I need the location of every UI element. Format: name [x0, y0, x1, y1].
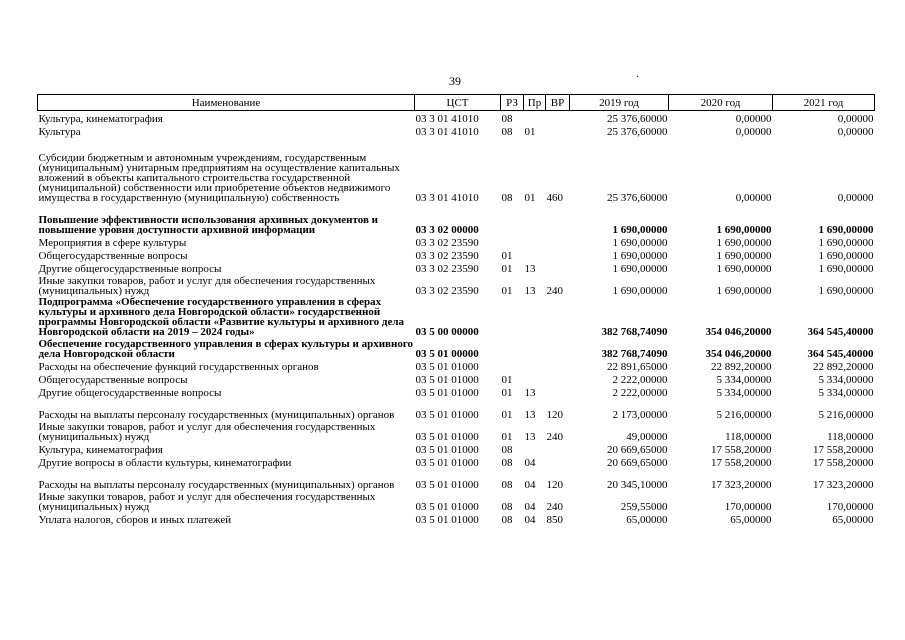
cell-y2019: 49,00000: [626, 431, 668, 443]
cell-name: Общегосударственные вопросы: [38, 374, 188, 386]
cell-y2020: 0,00000: [735, 113, 772, 125]
cell-y2021: 364 545,40000: [807, 348, 874, 360]
cell-name: Мероприятия в сфере культуры: [38, 237, 187, 249]
header-2021: 2021 год: [773, 95, 875, 111]
cell-y2019: 20 345,10000: [607, 479, 668, 491]
cell-rz: 01: [501, 263, 513, 275]
table-row: [38, 337, 875, 359]
cell-pr: [524, 372, 546, 385]
cell-pr: 13: [524, 431, 536, 443]
cell-y2020: 354 046,20000: [705, 348, 772, 360]
table-row: [38, 442, 875, 455]
cell-rz: 01: [501, 250, 513, 262]
table-row: [38, 296, 875, 337]
cell-y2019: 382 768,74090: [601, 348, 668, 360]
cell-cst: 03 3 01 41010: [415, 113, 479, 125]
cell-y2020: 17 558,20000: [711, 444, 772, 456]
cell-vr: [546, 372, 570, 385]
cell-pr: [524, 296, 546, 337]
cell-rz: [501, 296, 524, 337]
cell-pr: 04: [524, 479, 536, 491]
cell-y2021: 1 690,00000: [818, 285, 874, 297]
cell-rz: 08: [501, 126, 513, 138]
cell-y2019: 65,00000: [626, 514, 668, 526]
cell-rz: 01: [501, 374, 513, 386]
cell-cst: 03 5 01 01000: [415, 444, 479, 456]
header-rz: РЗ: [501, 95, 524, 111]
header-pr: Пр: [524, 95, 546, 111]
cell-cst: 03 5 01 01000: [415, 501, 479, 513]
cell-pr: 13: [524, 285, 536, 297]
cell-y2020: 170,00000: [724, 501, 772, 513]
cell-y2021: 0,00000: [837, 192, 874, 204]
cell-y2021: 65,00000: [832, 514, 874, 526]
cell-rz: 08: [501, 514, 513, 526]
cell-y2020: 118,00000: [725, 431, 772, 443]
table-row: [38, 124, 875, 137]
cell-name: Иные закупки товаров, работ и услуг для обеспечения государственных (муниципальных) нужд: [38, 491, 376, 513]
cell-rz: 01: [501, 285, 513, 297]
cell-rz: [501, 337, 524, 359]
cell-y2021: 0,00000: [837, 126, 874, 138]
cell-vr: [546, 235, 570, 248]
cell-y2021: 170,00000: [826, 501, 874, 513]
cell-cst: 03 3 02 23590: [415, 285, 479, 297]
cell-name: Расходы на выплаты персоналу государственных (муниципальных) органов: [38, 479, 395, 491]
cell-name: Обеспечение государственного управления в сферах культуры и архивного дела Новгородской области: [38, 338, 414, 360]
table-row: [38, 455, 875, 468]
cell-vr: [546, 261, 570, 274]
table-row: [38, 359, 875, 372]
cell-vr: [546, 124, 570, 137]
cell-y2021: 1 690,00000: [818, 224, 874, 236]
cell-y2021: 17 558,20000: [813, 457, 874, 469]
table-row: [38, 385, 875, 398]
cell-y2021: 0,00000: [837, 113, 874, 125]
cell-y2019: 1 690,00000: [612, 250, 668, 262]
cell-y2020: 1 690,00000: [716, 237, 772, 249]
cell-rz: [501, 359, 524, 372]
table-row: [38, 274, 875, 296]
table-row: [38, 137, 875, 203]
cell-name: Другие вопросы в области культуры, кинематографии: [38, 457, 292, 469]
cell-name: Другие общегосударственные вопросы: [38, 387, 222, 399]
cell-rz: [501, 235, 524, 248]
cell-y2020: 22 892,20000: [711, 361, 772, 373]
cell-cst: 03 3 01 41010: [415, 192, 479, 204]
cell-y2021: 5 216,00000: [818, 409, 874, 421]
table-row: [38, 490, 875, 512]
cell-pr: 01: [524, 126, 536, 138]
cell-rz: 01: [501, 387, 513, 399]
cell-y2019: 2 222,00000: [612, 374, 668, 386]
cell-y2019: 1 690,00000: [612, 237, 668, 249]
table-header-row: [38, 95, 875, 111]
cell-rz: 08: [501, 457, 513, 469]
header-2020: 2020 год: [669, 95, 773, 111]
cell-rz: 08: [501, 501, 513, 513]
table-row: [38, 468, 875, 490]
table-row: [38, 372, 875, 385]
cell-cst: 03 5 01 00000: [415, 348, 479, 360]
cell-y2019: 2 222,00000: [612, 387, 668, 399]
cell-y2021: 364 545,40000: [807, 326, 874, 338]
cell-cst: 03 5 01 01000: [415, 457, 479, 469]
table-row: [38, 203, 875, 235]
cell-cst: 03 5 01 01000: [415, 431, 479, 443]
cell-y2020: 5 334,00000: [716, 387, 772, 399]
cell-y2020: 5 216,00000: [716, 409, 772, 421]
cell-vr: [546, 442, 570, 455]
cell-rz: [501, 203, 524, 235]
cell-name: Расходы на выплаты персоналу государственных (муниципальных) органов: [38, 409, 395, 421]
cell-rz: 08: [501, 444, 513, 456]
cell-vr: 120: [546, 409, 563, 421]
cell-y2020: 5 334,00000: [716, 374, 772, 386]
table-row: [38, 111, 875, 125]
cell-vr: [546, 385, 570, 398]
cell-y2020: 1 690,00000: [716, 250, 772, 262]
cell-cst: 03 5 01 01000: [415, 409, 479, 421]
cell-y2020: 1 690,00000: [716, 224, 772, 236]
cell-y2020: 1 690,00000: [716, 285, 772, 297]
cell-y2021: 118,00000: [827, 431, 874, 443]
header-vr: ВР: [546, 95, 570, 111]
cell-name: Другие общегосударственные вопросы: [38, 263, 222, 275]
cell-y2019: 25 376,60000: [607, 192, 668, 204]
cell-vr: 850: [546, 514, 563, 526]
cell-pr: [524, 235, 546, 248]
cell-name: Иные закупки товаров, работ и услуг для обеспечения государственных (муниципальных) нужд: [38, 275, 376, 297]
cell-vr: [546, 296, 570, 337]
table-row: [38, 248, 875, 261]
cell-vr: 120: [546, 479, 563, 491]
cell-cst: 03 3 02 23590: [415, 263, 479, 275]
cell-cst: 03 3 02 23590: [415, 237, 479, 249]
cell-vr: [546, 359, 570, 372]
cell-rz: 01: [501, 409, 513, 421]
table-row: [38, 512, 875, 525]
cell-vr: [546, 455, 570, 468]
cell-pr: [524, 337, 546, 359]
cell-name: Культура: [38, 126, 81, 138]
cell-vr: [546, 111, 570, 125]
cell-pr: 13: [524, 409, 536, 421]
cell-vr: [546, 248, 570, 261]
cell-y2020: 0,00000: [735, 126, 772, 138]
cell-rz: 01: [501, 431, 513, 443]
table-row: [38, 261, 875, 274]
cell-y2019: 25 376,60000: [607, 113, 668, 125]
cell-y2020: 1 690,00000: [716, 263, 772, 275]
cell-pr: 04: [524, 457, 536, 469]
cell-vr: 240: [546, 431, 563, 443]
cell-name: Общегосударственные вопросы: [38, 250, 188, 262]
cell-y2019: 25 376,60000: [607, 126, 668, 138]
table-row: [38, 398, 875, 420]
cell-pr: [524, 248, 546, 261]
cell-cst: 03 3 01 41010: [415, 126, 479, 138]
cell-name: Расходы на обеспечение функций государственных органов: [38, 361, 319, 373]
cell-name: Субсидии бюджетным и автономным учреждениям, государственным (муниципальным) унитарным предприятиям на осуществление капитальных вложений в объекты капитального строительства государственной (муниципальной) собственности или приобретение объектов недвижимого имущества в государственную (муниципальную) собственность: [38, 152, 400, 204]
cell-pr: [524, 203, 546, 235]
cell-name: Культура, кинематография: [38, 113, 163, 125]
cell-vr: 460: [546, 192, 563, 204]
cell-cst: 03 5 01 01000: [415, 514, 479, 526]
cell-y2020: 0,00000: [735, 192, 772, 204]
cell-y2021: 5 334,00000: [818, 374, 874, 386]
table-row: [38, 235, 875, 248]
cell-cst: 03 3 02 00000: [415, 224, 479, 236]
cell-pr: 04: [524, 501, 536, 513]
cell-name: Подпрограмма «Обеспечение государственного управления в сферах культуры и архивного дела Новгородской области» государственной программы Новгородской области «Развитие культуры и архивного дела Новгородской области на 2019 – 2024 годы»: [38, 296, 405, 338]
cell-y2019: 382 768,74090: [601, 326, 668, 338]
cell-cst: 03 5 01 01000: [415, 361, 479, 373]
cell-vr: 240: [546, 285, 563, 297]
cell-name: Повышение эффективности использования архивных документов и повышение уровня доступности архивной информации: [38, 214, 379, 236]
cell-y2020: 17 558,20000: [711, 457, 772, 469]
cell-cst: 03 5 01 01000: [415, 479, 479, 491]
cell-rz: 08: [501, 479, 513, 491]
cell-y2019: 22 891,65000: [607, 361, 668, 373]
cell-name: Уплата налогов, сборов и иных платежей: [38, 514, 232, 526]
cell-cst: 03 5 01 01000: [415, 374, 479, 386]
cell-y2021: 1 690,00000: [818, 263, 874, 275]
cell-y2021: 17 323,20000: [813, 479, 874, 491]
page-number: 39: [449, 74, 461, 88]
cell-pr: [524, 359, 546, 372]
cell-y2019: 20 669,65000: [607, 444, 668, 456]
cell-y2020: 354 046,20000: [705, 326, 772, 338]
cell-rz: 08: [501, 192, 513, 204]
cell-y2020: 17 323,20000: [711, 479, 772, 491]
cell-cst: 03 5 00 00000: [415, 326, 479, 338]
stray-dot: ·: [636, 72, 640, 83]
cell-y2019: 1 690,00000: [612, 263, 668, 275]
cell-cst: 03 3 02 23590: [415, 250, 479, 262]
cell-y2021: 17 558,20000: [813, 444, 874, 456]
cell-vr: 240: [546, 501, 563, 513]
cell-pr: 13: [524, 263, 536, 275]
cell-pr: 04: [524, 514, 536, 526]
cell-y2019: 2 173,00000: [612, 409, 668, 421]
cell-vr: [546, 337, 570, 359]
header-cst: ЦСТ: [415, 95, 501, 111]
cell-pr: 01: [524, 192, 536, 204]
header-2019: 2019 год: [570, 95, 669, 111]
cell-cst: 03 5 01 01000: [415, 387, 479, 399]
cell-name: Иные закупки товаров, работ и услуг для обеспечения государственных (муниципальных) нужд: [38, 421, 376, 443]
cell-y2019: 20 669,65000: [607, 457, 668, 469]
cell-y2019: 259,55000: [620, 501, 668, 513]
header-name: Наименование: [38, 95, 415, 111]
cell-name: Культура, кинематография: [38, 444, 163, 456]
table-body: [38, 111, 875, 526]
cell-vr: [546, 203, 570, 235]
cell-y2021: 5 334,00000: [818, 387, 874, 399]
cell-y2021: 1 690,00000: [818, 237, 874, 249]
cell-y2019: 1 690,00000: [612, 224, 668, 236]
cell-y2020: 65,00000: [730, 514, 772, 526]
cell-pr: [524, 111, 546, 125]
cell-y2019: 1 690,00000: [612, 285, 668, 297]
cell-pr: [524, 442, 546, 455]
cell-y2021: 22 892,20000: [813, 361, 874, 373]
table-row: [38, 420, 875, 442]
budget-table: [37, 94, 875, 525]
cell-y2021: 1 690,00000: [818, 250, 874, 262]
cell-rz: 08: [501, 113, 513, 125]
cell-pr: 13: [524, 387, 536, 399]
